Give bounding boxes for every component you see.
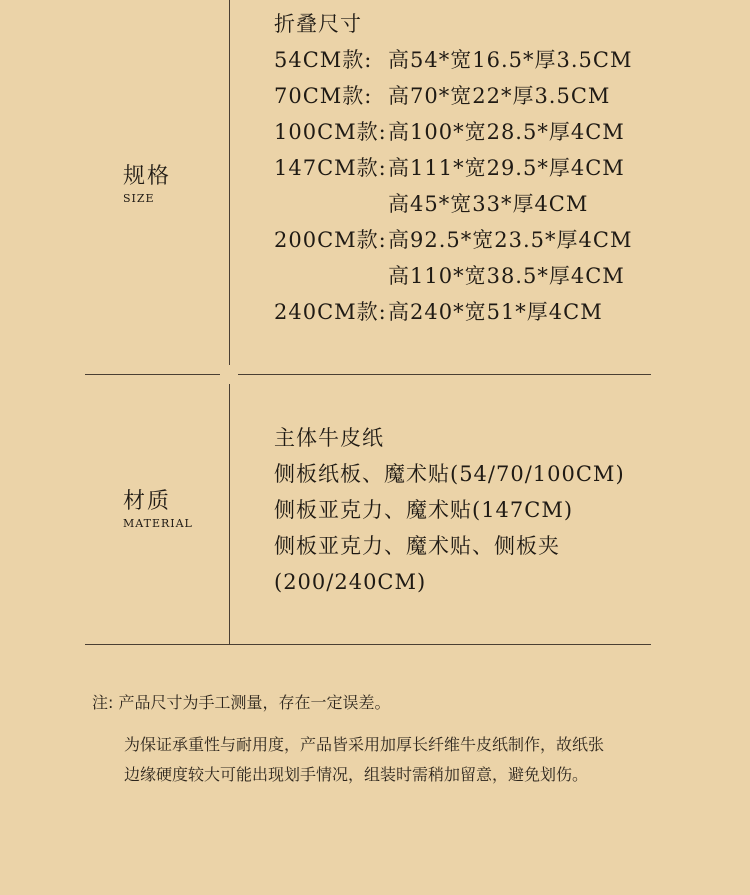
size-heading: 折叠尺寸 (274, 12, 362, 36)
material-label (123, 489, 193, 531)
material-list (274, 420, 744, 600)
size-label-en: SIZE (123, 192, 155, 205)
size-row-dims: 高110*宽38.5*厚4CM (388, 264, 625, 288)
size-row-model: 54CM款: (274, 48, 373, 72)
material-line: 侧板纸板、魔术贴(54/70/100CM) (274, 462, 625, 486)
divider-vertical-top (229, 0, 230, 365)
divider-vertical-bottom (229, 384, 230, 644)
size-row-dims: 高111*宽29.5*厚4CM (388, 156, 625, 180)
note-measurement: 注: 产品尺寸为手工测量，存在一定误差。 (92, 693, 391, 712)
size-label-zh: 规格 (123, 164, 172, 189)
size-row-dims: 高92.5*宽23.5*厚4CM (388, 228, 633, 252)
size-row-continuation (274, 258, 744, 294)
size-row-model: 200CM款: (274, 228, 387, 252)
size-row-dims: 高70*宽22*厚3.5CM (388, 84, 611, 108)
divider-horizontal-left (85, 374, 220, 375)
size-row (274, 222, 744, 258)
size-spec-list (274, 6, 744, 330)
size-row-model: 100CM款: (274, 120, 387, 144)
size-row-dims: 高240*宽51*厚4CM (388, 300, 603, 324)
size-row (274, 114, 744, 150)
size-row (274, 78, 744, 114)
divider-horizontal-bottom (85, 644, 651, 645)
material-label-zh: 材质 (123, 489, 172, 514)
material-line: 侧板亚克力、魔术贴、侧板夹 (274, 534, 560, 558)
size-row-dims: 高45*宽33*厚4CM (388, 192, 589, 216)
note-durability-line: 为保证承重性与耐用度，产品皆采用加厚长纤维牛皮纸制作，故纸张 (124, 735, 605, 754)
size-row-dims: 高100*宽28.5*厚4CM (388, 120, 625, 144)
material-line: 主体牛皮纸 (274, 426, 384, 450)
notes (92, 688, 712, 790)
material-label-en: MATERIAL (123, 517, 193, 530)
size-row (274, 294, 744, 330)
size-row-dims: 高54*宽16.5*厚3.5CM (388, 48, 633, 72)
material-line: 侧板亚克力、魔术贴(147CM) (274, 498, 574, 522)
size-label (123, 164, 171, 206)
size-row-model: 70CM款: (274, 84, 373, 108)
note-durability-line: 边缘硬度较大可能出现划手情况，组装时需稍加留意，避免划伤。 (124, 765, 589, 784)
size-row (274, 42, 744, 78)
size-row-model: 147CM款: (274, 156, 387, 180)
size-row (274, 150, 744, 186)
size-row-model: 240CM款: (274, 300, 387, 324)
size-row-continuation (274, 186, 744, 222)
material-line: (200/240CM) (274, 570, 427, 594)
divider-horizontal-right (238, 374, 651, 375)
